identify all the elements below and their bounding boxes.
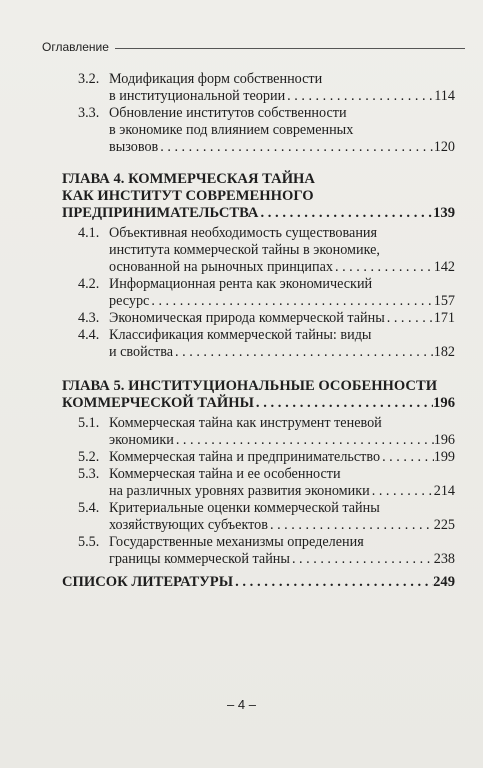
entry-title-line: Классификация коммерческой тайны: виды: [109, 327, 372, 343]
entry-title-line: экономики: [109, 432, 174, 448]
entry-leader-line: [109, 88, 455, 105]
dot-leader: [385, 310, 434, 327]
dot-leader: [333, 259, 434, 276]
chapter-page-number: 196: [433, 395, 455, 411]
dot-leader: [174, 432, 434, 449]
entry-number: 3.2.: [78, 71, 100, 87]
dot-leader: [233, 574, 433, 591]
entry-title-line: Обновление институтов собственности: [109, 105, 347, 121]
entry-title-line: Коммерческая тайна и предпринимательство: [109, 449, 381, 465]
entry-title-line: института коммерческой тайны в экономике,: [109, 242, 380, 258]
dot-leader: [258, 205, 433, 222]
entry-page-number: 171: [433, 310, 455, 326]
entry-page-number: 157: [433, 293, 455, 309]
entry-number: 5.2.: [78, 449, 100, 465]
entry-page-number: 196: [433, 432, 455, 448]
entry-title-line: Информационная рента как экономический: [109, 276, 373, 292]
entry-leader-line: [109, 483, 455, 500]
entry-page-number: 238: [433, 551, 455, 567]
entry-title-line: на различных уровнях развития экономики: [109, 483, 370, 499]
entry-leader-line: [109, 259, 455, 276]
entry-leader-line: [109, 551, 455, 568]
entry-leader-line: [109, 432, 455, 449]
entry-number: 4.3.: [78, 310, 100, 326]
entry-leader-line: [109, 517, 455, 534]
entry-title-line: Экономическая природа коммерческой тайны: [109, 310, 385, 326]
entry-title-line: Коммерческая тайна и ее особенности: [109, 466, 341, 482]
entry-title-line: Государственные механизмы определения: [109, 534, 364, 550]
entry-title-line: хозяйствующих субъектов: [109, 517, 268, 533]
entry-page-number: 120: [433, 139, 455, 155]
dot-leader: [290, 551, 434, 568]
entry-title-line: Критериальные оценки коммерческой тайны: [109, 500, 380, 516]
dot-leader: [268, 517, 434, 534]
running-header-title: Оглавление: [42, 40, 109, 54]
entry-title-line: вызовов: [109, 139, 159, 155]
entry-title-line: основанной на рыночных принципах: [109, 259, 333, 275]
entry-page-number: 199: [433, 449, 455, 465]
entry-leader-line: [109, 344, 455, 361]
entry-title-line: ресурс: [109, 293, 150, 309]
references-page-number: 249: [433, 574, 455, 590]
entry-number: 5.5.: [78, 534, 100, 550]
entry-number: 5.3.: [78, 466, 100, 482]
dot-leader: [380, 449, 434, 466]
chapter-leader-line: [62, 395, 455, 412]
entry-title-line: Модификация форм собственности: [109, 71, 323, 87]
entry-leader-line: [109, 310, 455, 327]
entry-leader-line: [109, 293, 455, 310]
dot-leader: [254, 395, 433, 412]
chapter-title-line: ГЛАВА 5. ИНСТИТУЦИОНАЛЬНЫЕ ОСОБЕННОСТИ: [62, 378, 438, 394]
entry-title-line: в институциональной теории: [109, 88, 286, 104]
entry-number: 4.2.: [78, 276, 100, 292]
references-leader-line: [62, 574, 455, 591]
chapter-page-number: 139: [433, 205, 455, 221]
entry-number: 5.4.: [78, 500, 100, 516]
chapter-title-line: КАК ИНСТИТУТ СОВРЕМЕННОГО: [62, 188, 314, 204]
entry-page-number: 214: [433, 483, 455, 499]
page-number-footer: – 4 –: [227, 697, 256, 712]
entry-page-number: 114: [434, 88, 455, 104]
dot-leader: [173, 344, 434, 361]
header-rule: [115, 48, 465, 49]
entry-number: 4.1.: [78, 225, 100, 241]
chapter-title-line: ПРЕДПРИНИМАТЕЛЬСТВА: [62, 205, 259, 221]
entry-page-number: 182: [433, 344, 455, 360]
entry-page-number: 225: [433, 517, 455, 533]
dot-leader: [285, 88, 434, 105]
dot-leader: [149, 293, 433, 310]
entry-number: 4.4.: [78, 327, 100, 343]
entry-leader-line: [109, 449, 455, 466]
entry-title-line: границы коммерческой тайны: [109, 551, 290, 567]
chapter-title-line: ГЛАВА 4. КОММЕРЧЕСКАЯ ТАЙНА: [62, 171, 315, 187]
dot-leader: [370, 483, 434, 500]
entry-title-line: в экономике под влиянием современных: [109, 122, 354, 138]
references-title: СПИСОК ЛИТЕРАТУРЫ: [62, 574, 234, 590]
entry-number: 5.1.: [78, 415, 100, 431]
entry-title-line: и свойства: [109, 344, 174, 360]
entry-leader-line: [109, 139, 455, 156]
entry-title-line: Объективная необходимость существования: [109, 225, 378, 241]
entry-page-number: 142: [433, 259, 455, 275]
entry-number: 3.3.: [78, 105, 100, 121]
chapter-title-line: КОММЕРЧЕСКОЙ ТАЙНЫ: [62, 395, 254, 411]
chapter-leader-line: [62, 205, 455, 222]
running-header: [42, 40, 465, 54]
dot-leader: [158, 139, 433, 156]
entry-title-line: Коммерческая тайна как инструмент теневой: [109, 415, 382, 431]
